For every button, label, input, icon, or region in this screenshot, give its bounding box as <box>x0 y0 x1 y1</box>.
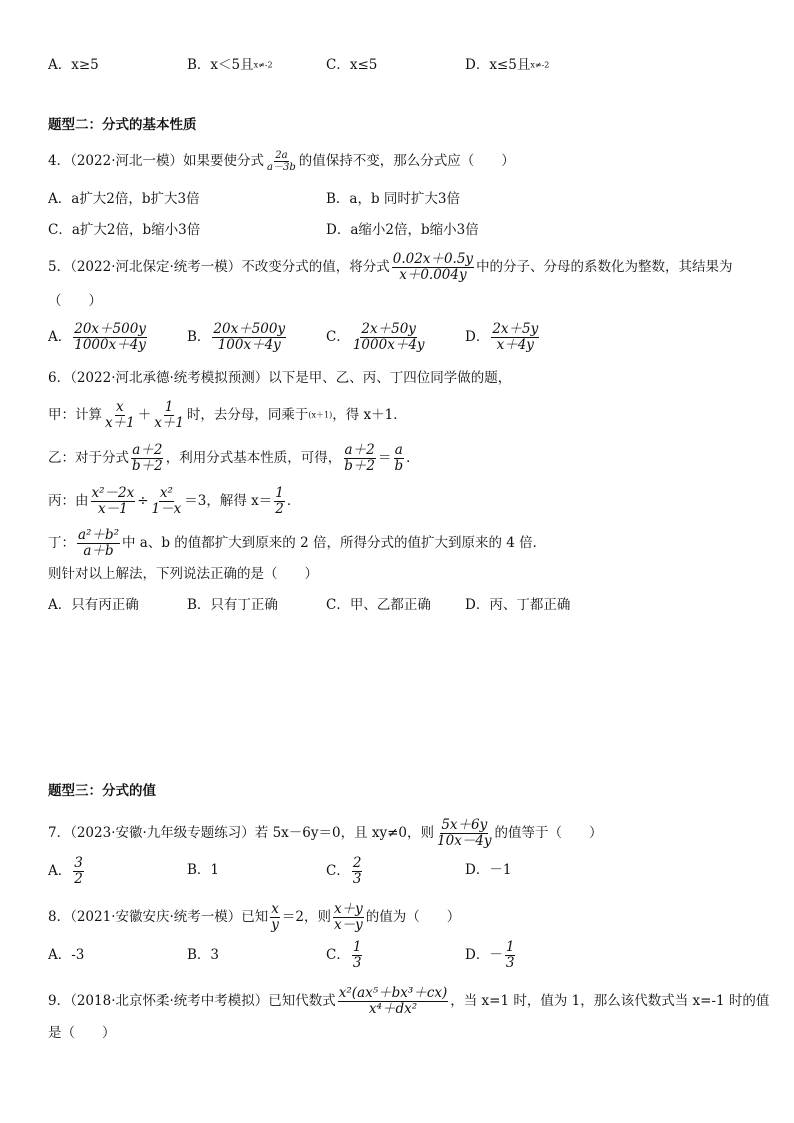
q6-option-d: D．丙、丁都正确 <box>465 597 571 613</box>
q6-ding-fraction <box>77 528 120 559</box>
q5-option-d-den: x＋4y <box>496 337 534 353</box>
q6-bing-f2-den: 1－x <box>151 501 182 517</box>
q6-yi-eq: ＝ <box>377 450 392 466</box>
q5-option-a-num: 20x＋500y <box>74 321 146 337</box>
q6-yi-fraction2 <box>343 443 376 474</box>
q7-suffix: 的值等于（ ） <box>494 825 603 841</box>
q7-stem <box>48 818 603 849</box>
q6-yi-end: ． <box>406 450 420 466</box>
q4-option-a: A．a扩大2倍，b扩大3倍 <box>48 191 200 207</box>
q6-ding-prefix: 丁： <box>48 535 75 551</box>
q6-jia-mid: 时，去分母，同乘于 <box>186 407 309 423</box>
q6-ding-text: 中 a、b 的值都扩大到原来的 2 倍，所得分式的值扩大到原来的 4 倍． <box>122 535 547 551</box>
q5-option-c <box>326 322 428 353</box>
q6-bing-ans-den: 2 <box>275 501 284 517</box>
q5-option-a-den: 1000x＋4y <box>74 337 146 353</box>
q6-bing-f1-den: x－1 <box>98 501 128 517</box>
q4-fraction-num: 2a <box>275 150 288 161</box>
q5-option-b <box>187 322 288 353</box>
q5-option-c-den: 1000x＋4y <box>352 337 425 353</box>
q6-bing <box>48 486 300 517</box>
q6-jia-prefix: 甲：计算 <box>48 407 102 423</box>
q6-option-a: A．只有丙正确 <box>48 597 139 613</box>
q6-jia-f1-den: x＋1 <box>105 415 135 431</box>
q7-option-d: D．－1 <box>465 862 512 878</box>
q7-option-a-fraction <box>73 856 84 887</box>
q9-fraction-den: x⁴＋dx² <box>368 1001 418 1017</box>
q7-fraction <box>436 818 493 849</box>
q3-option-d-condition: x≠-2 <box>530 60 550 70</box>
q6-yi <box>48 443 420 474</box>
q6-yi-prefix: 乙：对于分式 <box>48 450 129 466</box>
q8-prefix: 8．（2021·安徽安庆·统考一模）已知 <box>48 909 269 925</box>
q9-stem <box>48 986 769 1017</box>
q6-jia-end: ，得 x＋1． <box>332 407 407 423</box>
q6-yi-f-den: b＋2 <box>132 458 163 474</box>
q6-ding <box>48 528 546 559</box>
q3-option-b-condition: x≠-2 <box>253 60 273 70</box>
q7-fraction-num: 5x＋6y <box>441 817 488 833</box>
q5-prefix: 5．（2022·河北保定·统考一模）不改变分式的值，将分式 <box>48 259 390 275</box>
q8-f2-den: x－y <box>334 917 363 933</box>
q5-stem <box>48 252 733 283</box>
q6-yi-mid: ，利用分式基本性质，可得， <box>165 450 342 466</box>
q6-bing-prefix: 丙：由 <box>48 493 89 509</box>
q9-prefix: 9．（2018·北京怀柔·统考中考模拟）已知代数式 <box>48 993 336 1009</box>
q8-stem <box>48 902 460 933</box>
q8-option-b: B．3 <box>187 947 220 963</box>
q5-option-a-fraction <box>73 322 147 353</box>
q6-yi-f-num: a＋2 <box>132 442 163 458</box>
q8-fraction1 <box>270 902 280 933</box>
q5-option-a-label: A． <box>48 329 72 345</box>
q6-jia-fraction2 <box>153 400 185 431</box>
q4-fraction-den: a－3b <box>267 162 296 173</box>
q8-fraction2 <box>333 902 364 933</box>
q4-stem <box>48 150 515 173</box>
q4-option-b: B．a，b 同时扩大3倍 <box>326 191 460 207</box>
q8-f1-num: x <box>271 901 279 917</box>
q6-bing-f1-num: x²－2x <box>91 485 135 501</box>
q5-paren: （ ） <box>48 293 102 309</box>
q8-option-c-fraction <box>352 940 363 971</box>
q8-mid: ＝2，则 <box>281 909 332 925</box>
q6-jia-factor: (x＋1) <box>308 410 333 420</box>
q6-option-c: C．甲、乙都正确 <box>326 597 431 613</box>
q8-option-c <box>326 940 364 971</box>
q7-option-b: B．1 <box>187 862 220 878</box>
q4-option-c: C．a扩大2倍，b缩小3倍 <box>48 222 201 238</box>
q6-yi-g-den: b＋2 <box>344 458 375 474</box>
q6-yi-h-num: a <box>394 442 403 458</box>
q8-suffix: 的值为（ ） <box>365 909 461 925</box>
q6-jia-fraction1 <box>104 400 136 431</box>
q6-bing-answer <box>274 486 285 517</box>
q4-fraction <box>266 150 297 173</box>
q6-jia-f2-num: 1 <box>164 399 174 415</box>
q8-option-a: A．-3 <box>48 947 85 963</box>
q3-option-a: A．x≥5 <box>48 57 99 73</box>
q5-option-b-label: B． <box>187 329 211 345</box>
q3-option-d <box>465 56 549 75</box>
q7-option-c-fraction <box>352 856 363 887</box>
section2-title: 题型二：分式的基本性质 <box>48 117 197 133</box>
q9-line2: 是（ ） <box>48 1025 116 1041</box>
q6-yi-fraction3 <box>393 443 404 474</box>
q7-option-a-label: A． <box>48 863 72 879</box>
q8-option-d-num: 1 <box>505 939 515 955</box>
q7-option-c-num: 2 <box>352 855 362 871</box>
q7-fraction-den: 10x－4y <box>437 833 492 849</box>
q8-option-c-label: C． <box>326 947 350 963</box>
q5-option-b-fraction <box>212 322 286 353</box>
q8-option-c-den: 3 <box>352 955 362 971</box>
q9-fraction <box>338 986 448 1017</box>
q6-ask: 则针对以上解法，下列说法正确的是（ ） <box>48 566 318 582</box>
q8-f1-den: y <box>271 917 279 933</box>
q8-option-d-fraction <box>505 940 516 971</box>
q6-stem: 6．（2022·河北承德·统考模拟预测）以下是甲、乙、丙、丁四位同学做的题， <box>48 370 512 386</box>
q8-option-d <box>465 940 517 971</box>
q6-jia-plus: ＋ <box>137 407 152 423</box>
q5-fraction-den: x＋0.004y <box>399 267 467 283</box>
q8-option-d-den: 3 <box>505 955 515 971</box>
q6-bing-fraction2 <box>151 486 183 517</box>
q6-option-b: B．只有丁正确 <box>187 597 278 613</box>
q6-bing-fraction1 <box>91 486 136 517</box>
q3-option-b <box>187 56 273 75</box>
q6-ding-f-den: a＋b <box>83 543 114 559</box>
q5-option-b-num: 20x＋500y <box>213 321 286 337</box>
q5-option-d-fraction <box>491 322 539 353</box>
q8-f2-num: x＋y <box>334 901 363 917</box>
q5-fraction <box>392 252 474 283</box>
q6-bing-end: ． <box>286 493 301 509</box>
q6-jia <box>48 400 407 431</box>
q8-option-c-num: 1 <box>352 939 362 955</box>
q4-option-d: D．a缩小2倍，b缩小3倍 <box>326 222 479 238</box>
q7-option-a-num: 3 <box>74 855 83 871</box>
q3-option-c: C．x≤5 <box>326 57 378 73</box>
q5-option-c-fraction <box>352 322 426 353</box>
q5-option-d-num: 2x＋5y <box>492 321 539 337</box>
q5-option-d-label: D． <box>465 329 490 345</box>
q6-ding-f-num: a²＋b² <box>78 527 120 543</box>
q3-option-d-text: D．x≤5且 <box>465 57 531 73</box>
q8-option-d-label: D．－ <box>465 947 503 963</box>
q5-option-c-label: C． <box>326 329 350 345</box>
q5-suffix: 中的分子、分母的系数化为整数，其结果为 <box>476 259 733 275</box>
q5-option-a <box>48 322 149 353</box>
q6-jia-f1-num: x <box>116 399 124 415</box>
q5-option-d <box>465 322 541 353</box>
q5-fraction-num: 0.02x＋0.5y <box>392 251 474 267</box>
q9-suffix: ，当 x=1 时，值为 1，那么该代数式当 x=-1 时的值 <box>450 993 770 1009</box>
q7-option-c <box>326 856 364 887</box>
section3-title: 题型三：分式的值 <box>48 783 156 799</box>
q7-prefix: 7．（2023·安徽·九年级专题练习）若 5x－6y＝0，且 xy≠0，则 <box>48 825 435 841</box>
q6-bing-ans-num: 1 <box>275 485 284 501</box>
q7-option-c-den: 3 <box>352 871 362 887</box>
q6-jia-f2-den: x＋1 <box>154 415 184 431</box>
q6-yi-g-num: a＋2 <box>344 442 375 458</box>
q6-bing-div: ÷ <box>137 493 149 509</box>
q7-option-a-den: 2 <box>74 871 83 887</box>
q5-option-b-den: 100x＋4y <box>217 337 281 353</box>
q7-option-a <box>48 856 86 887</box>
q6-bing-mid: ＝3，解得 x＝ <box>184 493 273 509</box>
q4-suffix: 的值保持不变，那么分式应（ ） <box>298 153 515 169</box>
q7-option-c-label: C． <box>326 863 350 879</box>
q3-option-b-text: B．x＜5且 <box>187 57 254 73</box>
q6-bing-f2-num: x² <box>159 485 173 501</box>
q6-yi-h-den: b <box>394 458 404 474</box>
q4-prefix: 4．（2022·河北一模）如果要使分式 <box>48 153 264 169</box>
q5-option-c-num: 2x＋50y <box>361 321 416 337</box>
q9-fraction-num: x²(ax⁵＋bx³＋cx) <box>338 985 448 1001</box>
q6-yi-fraction1 <box>131 443 164 474</box>
